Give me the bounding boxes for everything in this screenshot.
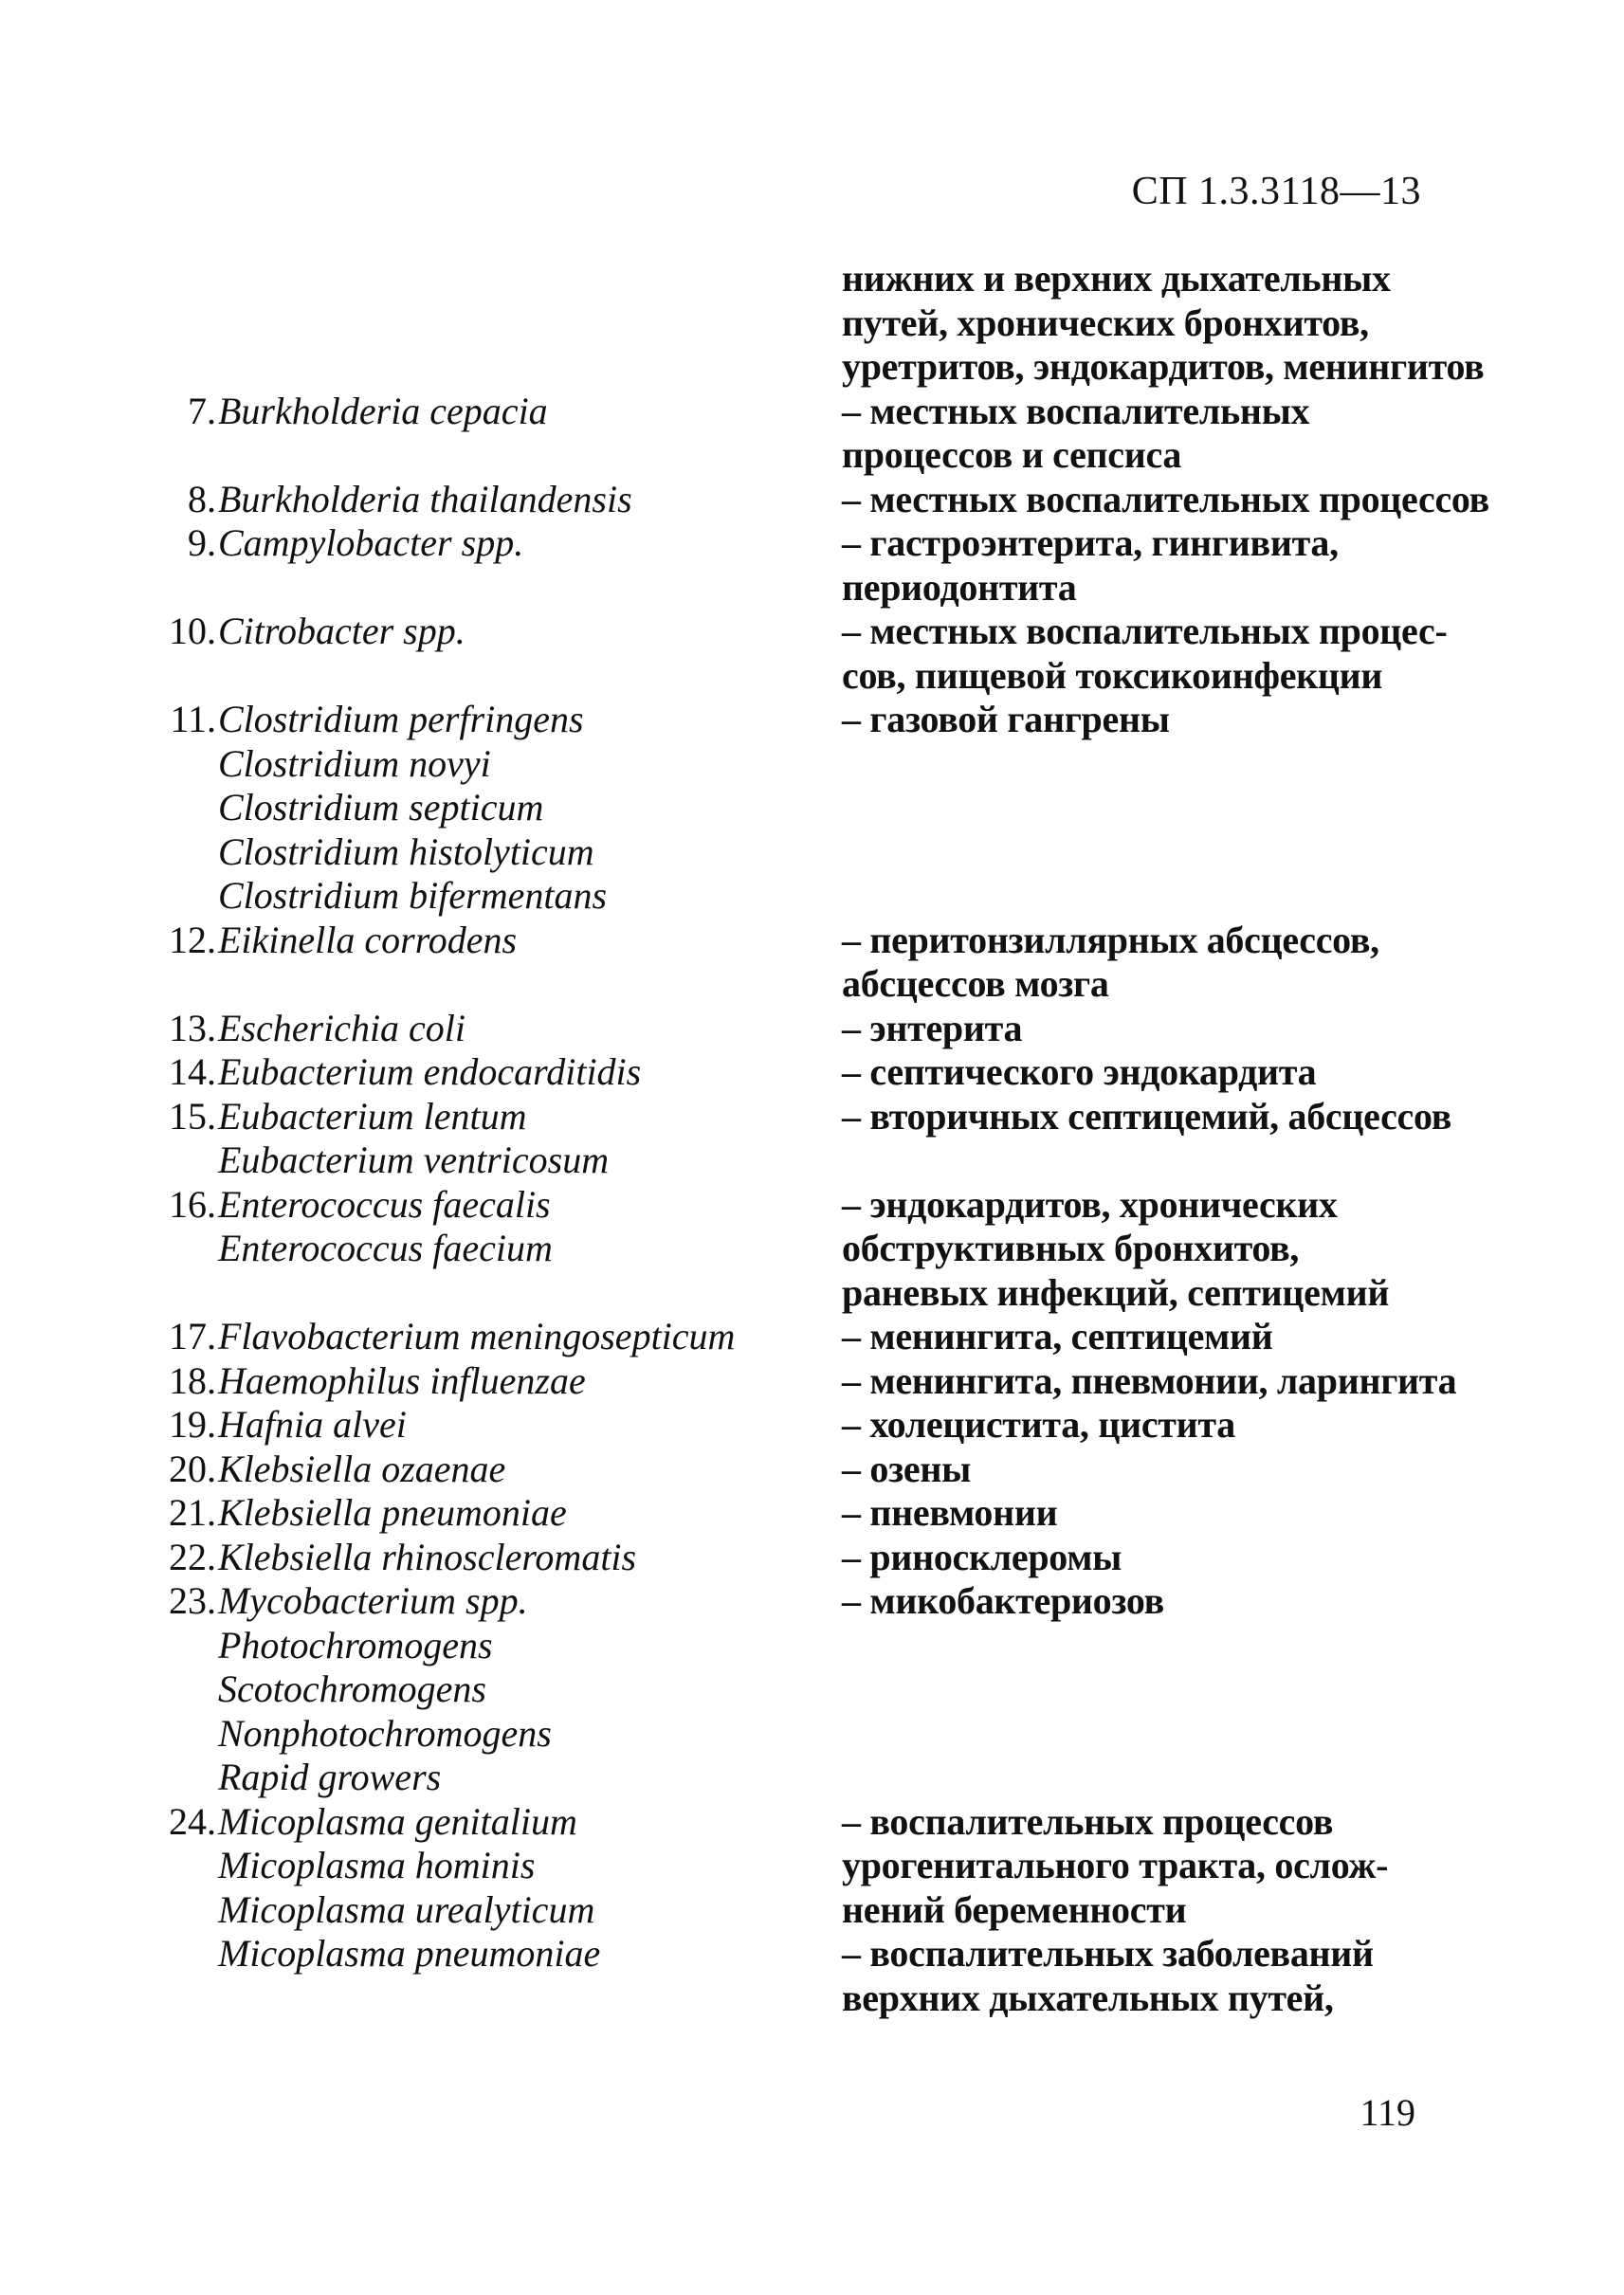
item-number: 14. <box>169 1050 216 1093</box>
description-line: – озены <box>842 1447 972 1490</box>
disease-description <box>842 1359 1624 1404</box>
list-item <box>0 1536 1624 1580</box>
list-item <box>0 1448 1624 1492</box>
description-line: периодонтита <box>842 565 1077 609</box>
page-header: СП 1.3.3118—13 <box>1131 170 1421 213</box>
list-item <box>0 1007 1624 1051</box>
organism-name: Hafnia alvei <box>218 1403 407 1446</box>
item-number <box>0 257 216 390</box>
description-line: – пневмонии <box>842 1491 1058 1534</box>
description-line: верхних дыхательных путей, <box>842 1976 1334 2019</box>
description-line: абсцессов мозга <box>842 962 1109 1005</box>
organism-name: Photochromogens <box>218 1623 493 1667</box>
list-item <box>0 1800 1624 2021</box>
item-number: 22. <box>169 1535 216 1578</box>
disease-description <box>842 1183 1624 1316</box>
list-item <box>0 1050 1624 1095</box>
disease-description <box>842 1403 1624 1448</box>
organism-name: Clostridium histolyticum <box>218 829 594 873</box>
description-line: путей, хронических бронхитов, <box>842 301 1369 344</box>
item-number: 8. <box>188 477 216 520</box>
organism-names <box>216 257 842 390</box>
disease-description <box>842 1536 1624 1580</box>
description-line: – воспалительных заболеваний <box>842 1932 1374 1975</box>
organism-name: Clostridium perfringens <box>218 698 584 740</box>
item-number: 13. <box>169 1006 216 1049</box>
organism-name: Clostridium novyi <box>218 741 491 785</box>
organism-names <box>216 390 842 478</box>
organism-names <box>216 478 842 522</box>
organism-name: Burkholderia cepacia <box>218 389 548 432</box>
organism-name: Eubacterium ventricosum <box>218 1138 610 1181</box>
organism-name: Burkholderia thailandensis <box>218 477 632 520</box>
list-item <box>0 610 1624 698</box>
organism-names <box>216 610 842 698</box>
disease-description <box>842 1007 1624 1051</box>
description-line: – местных воспалительных <box>842 389 1310 432</box>
organism-list <box>0 257 1624 2020</box>
disease-description <box>842 919 1624 1007</box>
disease-description <box>842 1095 1624 1183</box>
organism-name: Escherichia coli <box>218 1006 466 1049</box>
disease-description <box>842 1800 1624 2021</box>
disease-description <box>842 1579 1624 1800</box>
item-number: 21. <box>169 1491 216 1534</box>
organism-name: Clostridium bifermentans <box>218 874 608 917</box>
list-item <box>0 1183 1624 1316</box>
list-item <box>0 478 1624 522</box>
list-item <box>0 390 1624 478</box>
item-number: 19. <box>169 1403 216 1446</box>
disease-description <box>842 698 1624 919</box>
disease-description <box>842 1448 1624 1492</box>
item-number: 12. <box>169 918 216 961</box>
list-item <box>0 919 1624 1007</box>
description-line: раневых инфекций, септицемий <box>842 1270 1390 1314</box>
description-line: – микобактериозов <box>842 1579 1164 1622</box>
organism-names <box>216 919 842 1007</box>
item-number: 16. <box>169 1182 216 1226</box>
organism-names <box>216 1491 842 1536</box>
list-item <box>0 1491 1624 1536</box>
description-line: нений беременности <box>842 1887 1187 1931</box>
organism-name: Mycobacterium spp. <box>218 1579 528 1622</box>
organism-names <box>216 1579 842 1800</box>
list-item <box>0 1579 1624 1800</box>
organism-name: Micoplasma urealyticum <box>218 1887 595 1931</box>
list-item <box>0 1095 1624 1183</box>
organism-name: Flavobacterium meningosepticum <box>218 1315 736 1357</box>
description-line: процессов и сепсиса <box>842 433 1182 476</box>
disease-description <box>842 257 1624 390</box>
description-line: – септического эндокардита <box>842 1050 1317 1093</box>
disease-description <box>842 1491 1624 1536</box>
description-line: – энтерита <box>842 1006 1023 1049</box>
description-line: – вторичных септицемий, абсцессов <box>842 1094 1451 1138</box>
description-line: – перитонзиллярных абсцессов, <box>842 918 1379 961</box>
organism-name: Haemophilus influenzae <box>218 1358 586 1402</box>
description-line: – гастроэнтерита, гингивита, <box>842 521 1339 564</box>
organism-name: Klebsiella rhinoscleromatis <box>218 1535 637 1578</box>
disease-description <box>842 1050 1624 1095</box>
item-number: 11. <box>170 698 216 740</box>
item-number: 7. <box>188 389 216 432</box>
organism-name: Enterococcus faecalis <box>218 1182 551 1226</box>
item-number: 9. <box>188 521 216 564</box>
organism-name: Micoplasma genitalium <box>218 1799 577 1843</box>
description-line: – эндокардитов, хронических <box>842 1182 1338 1226</box>
description-line: – менингита, пневмонии, ларингита <box>842 1358 1457 1402</box>
organism-name: Rapid growers <box>218 1756 442 1798</box>
organism-name: Enterococcus faecium <box>218 1227 553 1269</box>
organism-name: Eikinella corrodens <box>218 918 518 961</box>
item-number: 24. <box>169 1799 216 1843</box>
organism-name: Citrobacter spp. <box>218 610 465 652</box>
organism-name: Scotochromogens <box>218 1667 486 1710</box>
list-item <box>0 521 1624 610</box>
disease-description <box>842 478 1624 522</box>
organism-names <box>216 1448 842 1492</box>
item-number: 15. <box>169 1094 216 1138</box>
description-line: – газовой гангрены <box>842 698 1170 740</box>
organism-name: Micoplasma hominis <box>218 1844 536 1886</box>
organism-names <box>216 698 842 919</box>
disease-description <box>842 521 1624 610</box>
description-line: – воспалительных процессов <box>842 1799 1334 1843</box>
list-item <box>0 1315 1624 1359</box>
organism-names <box>216 1315 842 1359</box>
disease-description <box>842 610 1624 698</box>
organism-names <box>216 1183 842 1316</box>
list-item <box>0 257 1624 390</box>
organism-name: Clostridium septicum <box>218 786 544 829</box>
organism-name: Micoplasma pneumoniae <box>218 1932 601 1975</box>
organism-names <box>216 1403 842 1448</box>
description-line: обструктивных бронхитов, <box>842 1227 1300 1269</box>
description-line: – менингита, септицемий <box>842 1315 1273 1357</box>
item-number: 23. <box>169 1579 216 1622</box>
list-item <box>0 1403 1624 1448</box>
disease-description <box>842 1315 1624 1359</box>
item-number: 20. <box>169 1447 216 1490</box>
organism-name: Klebsiella pneumoniae <box>218 1491 567 1534</box>
item-number: 10. <box>169 610 216 652</box>
page-number: 119 <box>1359 2091 1415 2134</box>
organism-names <box>216 1050 842 1095</box>
organism-names <box>216 1359 842 1404</box>
organism-name: Nonphotochromogens <box>218 1711 552 1755</box>
disease-description <box>842 390 1624 478</box>
item-number: 17. <box>169 1315 216 1357</box>
organism-names <box>216 1800 842 2021</box>
description-line: – местных воспалительных процессов <box>842 477 1489 520</box>
organism-name: Klebsiella ozaenae <box>218 1447 506 1490</box>
description-line: нижних и верхних дыхательных <box>842 257 1391 300</box>
list-item <box>0 698 1624 919</box>
description-line: сов, пищевой токсикоинфекции <box>842 653 1383 697</box>
description-line: – риносклеромы <box>842 1535 1122 1578</box>
item-number: 18. <box>169 1358 216 1402</box>
organism-name: Eubacterium lentum <box>218 1094 527 1138</box>
organism-names <box>216 1095 842 1183</box>
organism-names <box>216 521 842 610</box>
description-line: уретритов, эндокардитов, менингитов <box>842 345 1485 388</box>
description-line: урогенитального тракта, ослож- <box>842 1844 1389 1886</box>
organism-name: Campylobacter spp. <box>218 521 524 564</box>
organism-names <box>216 1536 842 1580</box>
organism-names <box>216 1007 842 1051</box>
list-item <box>0 1359 1624 1404</box>
description-line: – холецистита, цистита <box>842 1403 1235 1446</box>
description-line: – местных воспалительных процес- <box>842 610 1448 652</box>
organism-name: Eubacterium endocarditidis <box>218 1050 642 1093</box>
